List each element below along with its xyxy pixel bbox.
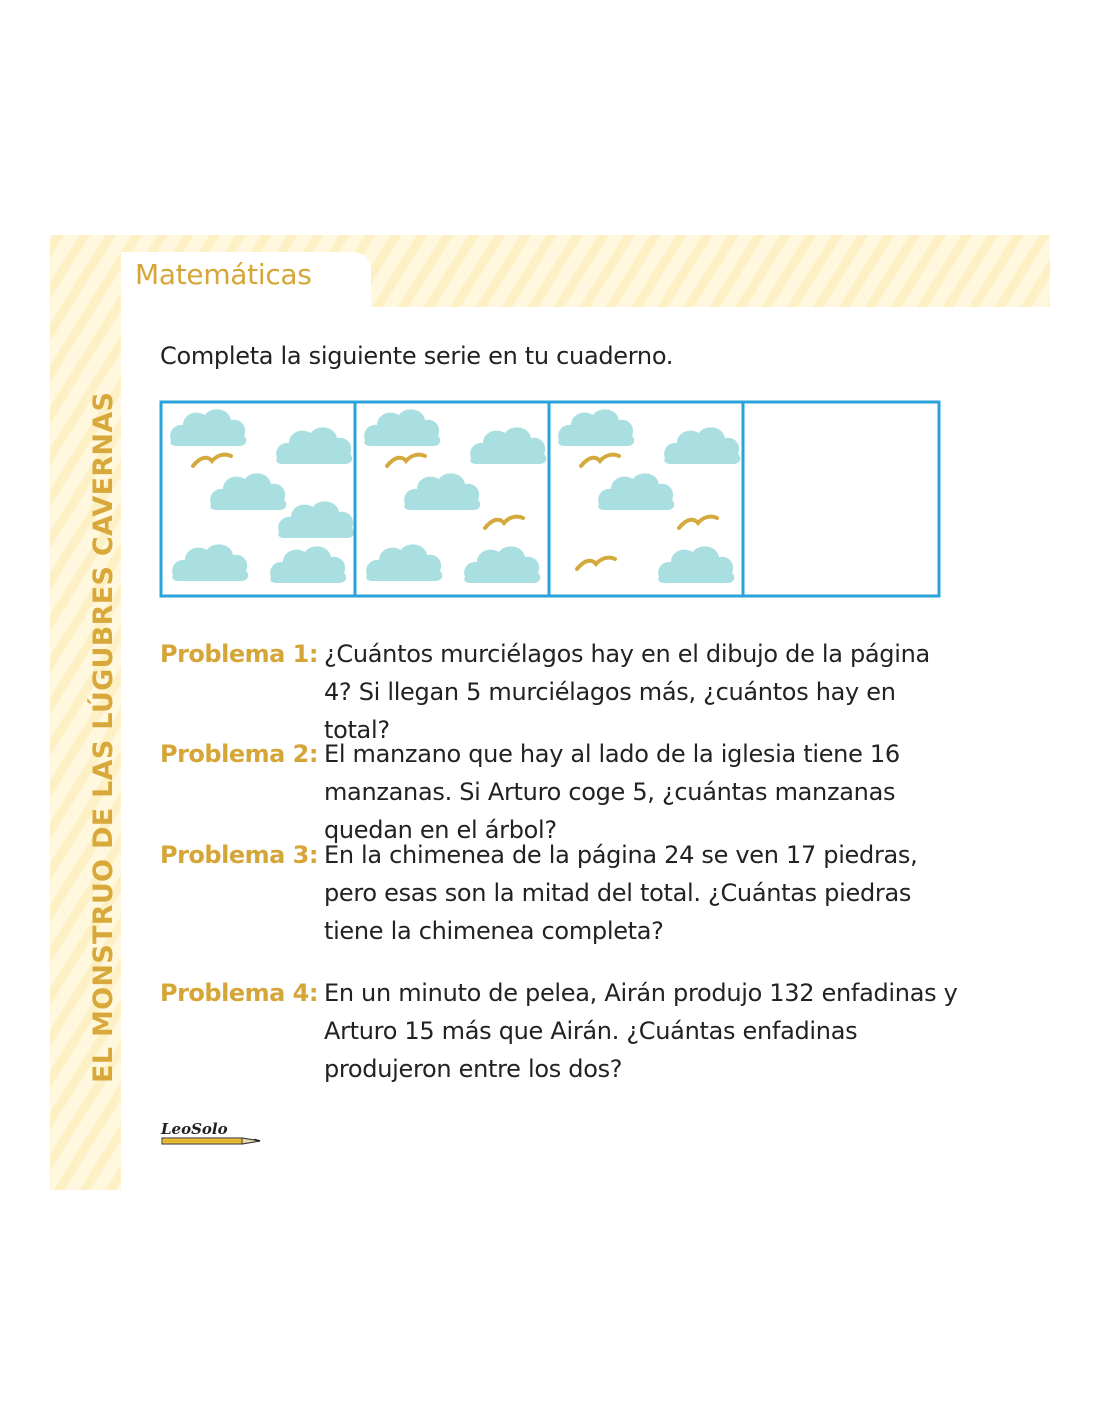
- section-title: Matemáticas: [135, 258, 312, 291]
- problem-1: [160, 635, 960, 749]
- logo-text: LeoSolo: [161, 1120, 228, 1138]
- series-frame-2: [355, 402, 549, 596]
- problem-2: [160, 735, 960, 849]
- series-frame-4: [743, 402, 939, 596]
- problem-label: Problema 1:: [160, 640, 318, 668]
- exercise-instruction: Completa la siguiente serie en tu cuaderno.: [160, 342, 674, 370]
- problem-text: En un minuto de pelea, Airán produjo 132 enfadinas y Arturo 15 más que Airán. ¿Cuántas enfadinas produjeron entre los dos?: [323, 979, 958, 1083]
- problem-3: [160, 836, 960, 950]
- picture-series: [159, 400, 943, 600]
- problem-label: Problema 4:: [160, 979, 318, 1007]
- series-frame-3: [549, 402, 743, 596]
- problem-text: En la chimenea de la página 24 se ven 17 piedras, pero esas son la mitad del total. ¿Cuántas piedras tiene la chimenea completa?: [323, 841, 918, 945]
- series-frame-1: [161, 402, 355, 596]
- side-title: EL MONSTRUO DE LAS LÚGUBRES CAVERNAS: [88, 391, 119, 1083]
- problem-text: El manzano que hay al lado de la iglesia tiene 16 manzanas. Si Arturo coge 5, ¿cuántas manzanas quedan en el árbol?: [323, 740, 900, 844]
- problem-text: ¿Cuántos murciélagos hay en el dibujo de la página 4? Si llegan 5 murciélagos más, ¿cuántos hay en total?: [323, 640, 930, 744]
- problem-4: [160, 974, 960, 1088]
- problem-label: Problema 3:: [160, 841, 318, 869]
- leosolo-logo: [158, 1118, 262, 1150]
- problem-label: Problema 2:: [160, 740, 318, 768]
